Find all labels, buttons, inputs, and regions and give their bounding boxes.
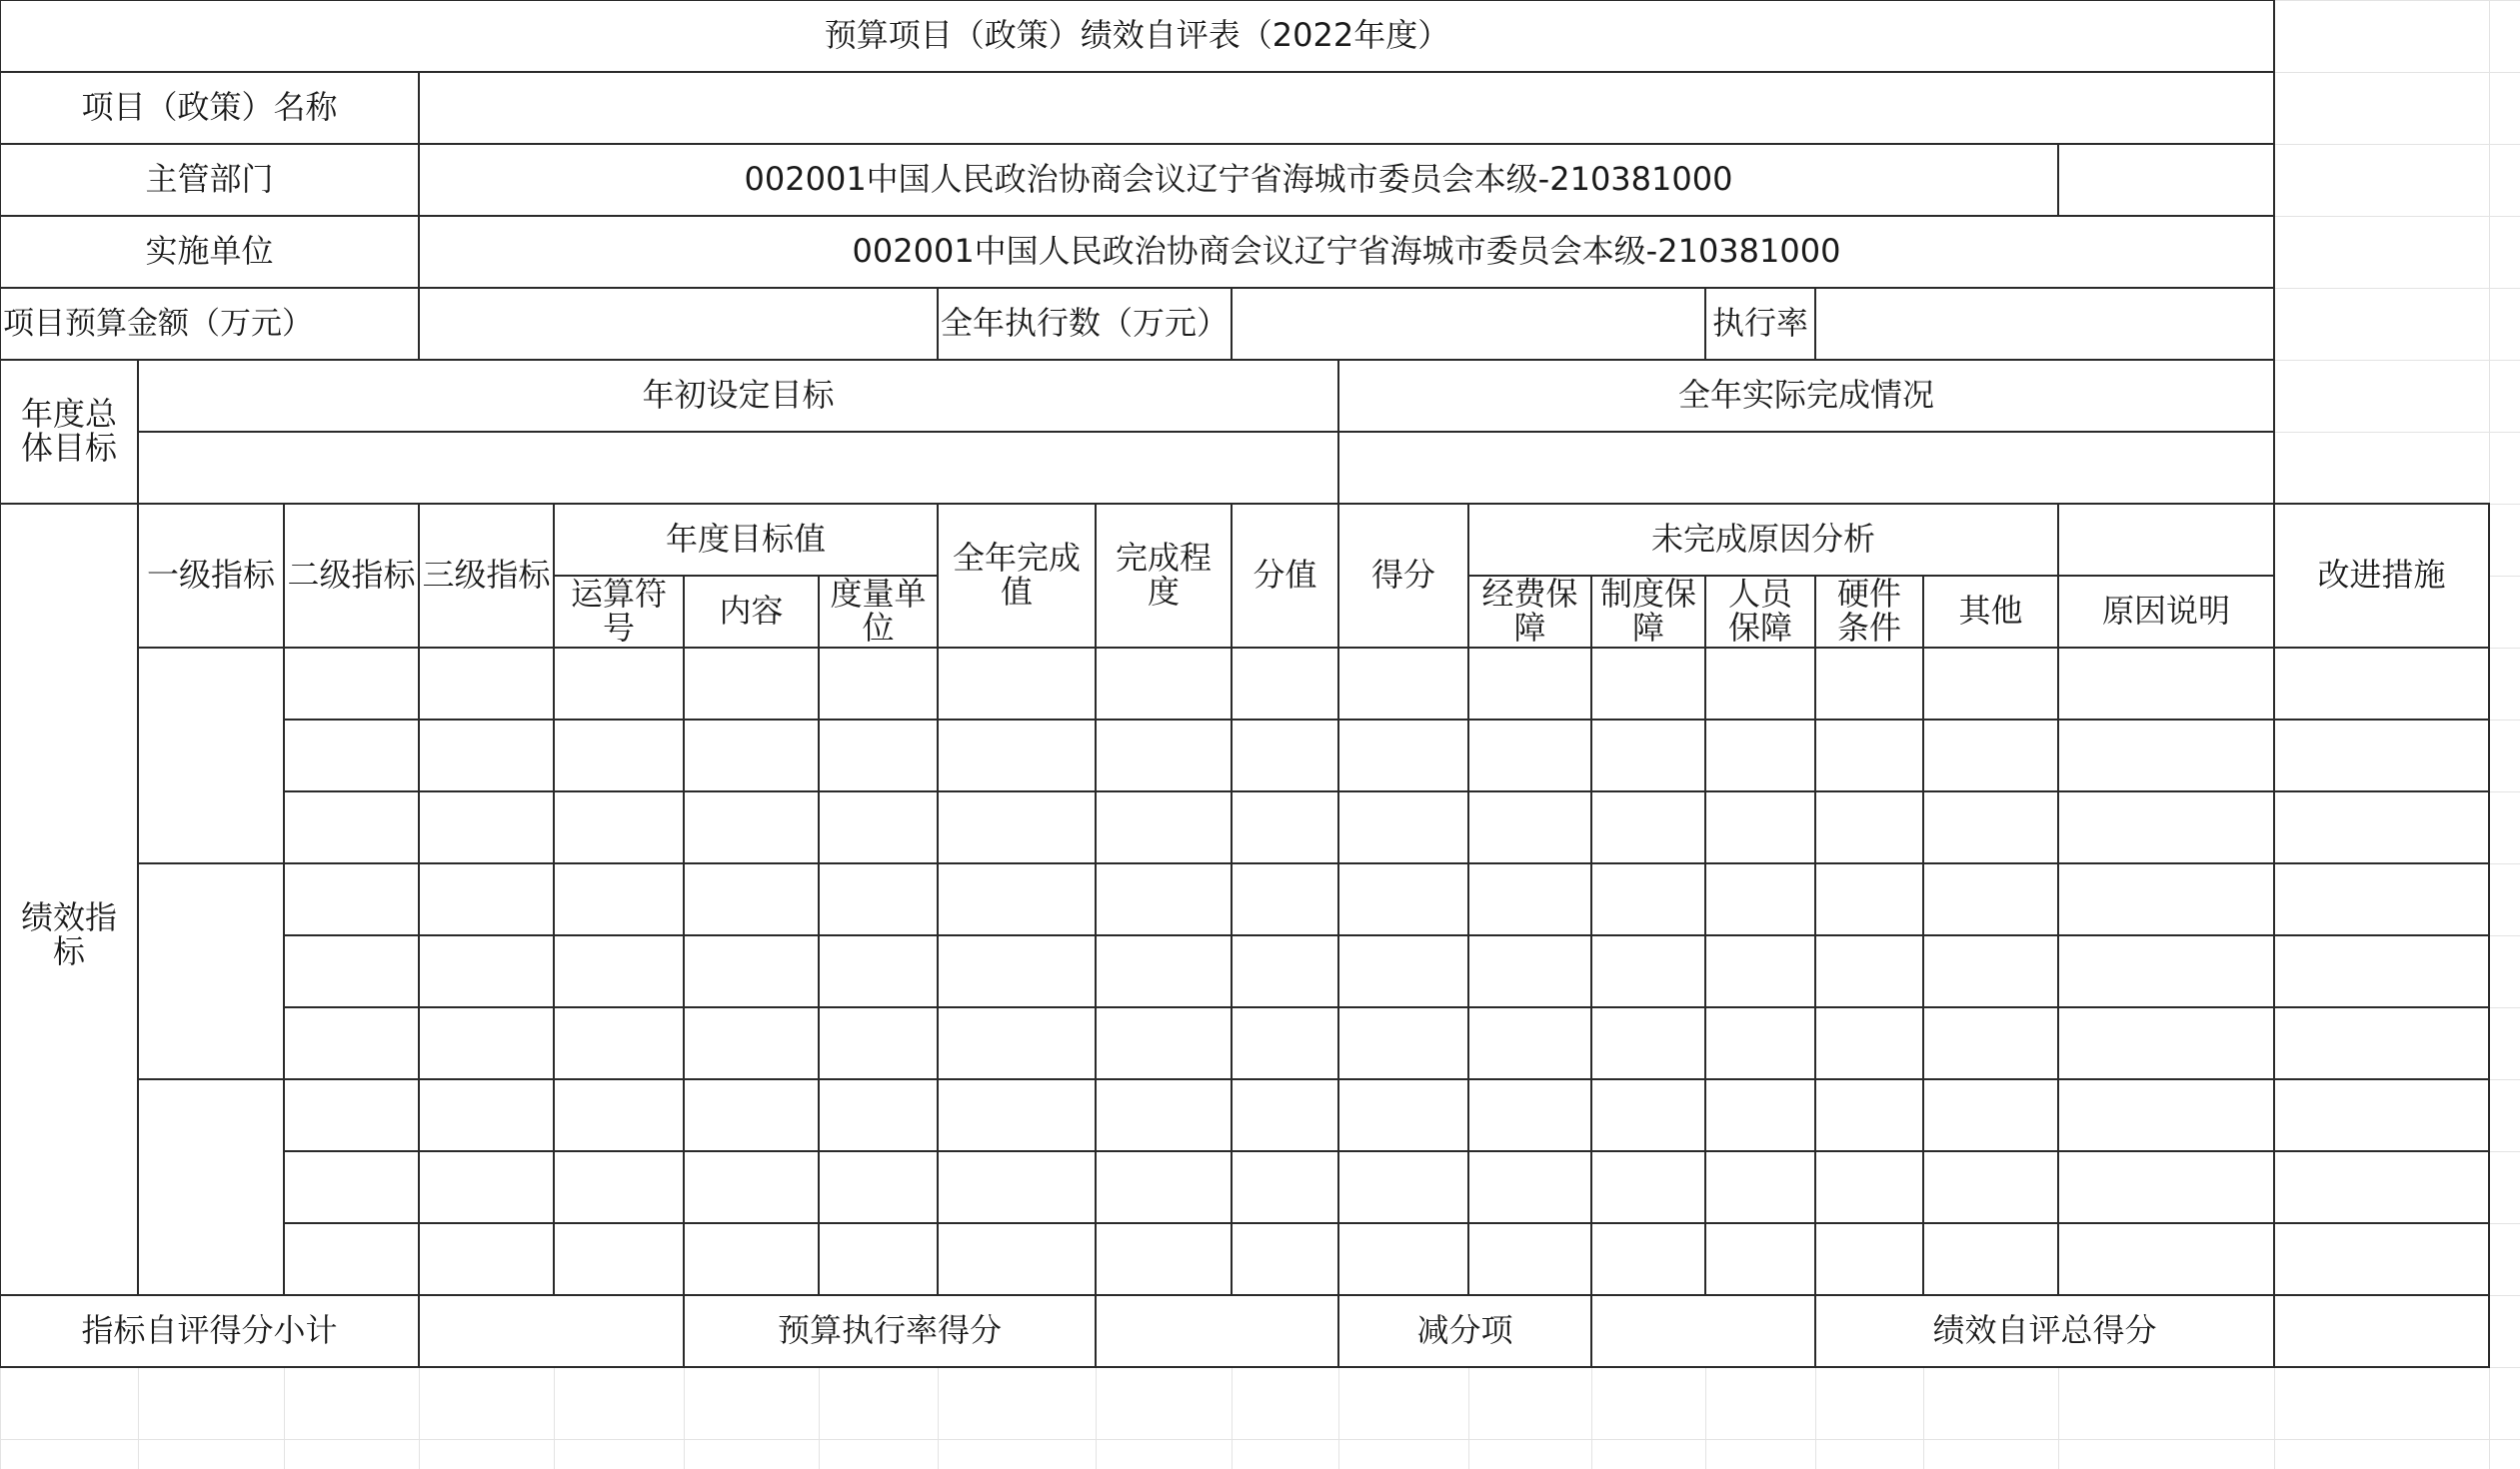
content-header-text: 内容 [719,592,784,631]
subtotal-value[interactable] [418,1294,685,1368]
indicator-cell[interactable] [283,1078,420,1152]
perf-indicators-label-text: 绩效指标 [20,898,117,970]
indicator-cell[interactable] [1590,862,1706,936]
operator-header-text: 运算符号 [570,575,667,647]
project-name-label [0,71,420,145]
indicator-cell[interactable] [1590,934,1706,1008]
indicator-cell[interactable] [1704,790,1816,864]
level1-group-cell[interactable] [137,647,285,864]
indicator-cell[interactable] [1922,790,2059,864]
indicator-cell[interactable] [1590,1222,1706,1296]
indicator-cell[interactable] [283,1006,420,1080]
exec-rate-label-text: 执行率 [1711,304,1808,343]
indicator-cell[interactable] [1095,1222,1233,1296]
indicator-cell[interactable] [818,1006,939,1080]
indicator-cell[interactable] [1231,1006,1339,1080]
indicator-cell[interactable] [1704,647,1816,721]
subtotal-label-text: 指标自评得分小计 [81,1311,338,1350]
indicator-cell[interactable] [818,790,939,864]
indicator-cell[interactable] [937,647,1097,721]
indicator-cell[interactable] [1467,1150,1592,1224]
total-value[interactable] [2273,1294,2490,1368]
indicator-cell[interactable] [1337,1078,1469,1152]
indicator-cell[interactable] [1704,862,1816,936]
initial-goal-header [137,359,1339,433]
budget-value[interactable] [418,287,939,361]
actual-done-header-text: 全年实际完成情况 [1677,376,1934,415]
indicator-cell[interactable] [283,790,420,864]
perf-indicators-label [0,503,139,1368]
indicator-cell[interactable] [1337,862,1469,936]
indicator-cell[interactable] [1814,1078,1924,1152]
score-header-text: 得分 [1370,556,1435,595]
level1-group-cell[interactable] [137,1078,285,1296]
indicator-cell[interactable] [2273,1006,2490,1080]
sheet-title [0,0,2275,73]
indicator-cell[interactable] [2057,1078,2275,1152]
indicator-cell[interactable] [2273,790,2490,864]
level2-header-text: 二级指标 [287,556,416,595]
indicator-cell[interactable] [1095,790,1233,864]
indicator-cell[interactable] [1922,1006,2059,1080]
impl-unit-value[interactable] [418,215,2275,289]
dept-value[interactable] [418,143,2059,217]
indicator-cell[interactable] [683,1078,820,1152]
indicator-cell[interactable] [2273,719,2490,792]
indicator-cell[interactable] [418,1222,555,1296]
total-label [1814,1294,2275,1368]
deduction-value[interactable] [1590,1294,1816,1368]
dept-label-text: 主管部门 [145,160,274,199]
indicator-cell[interactable] [1467,1222,1592,1296]
indicator-cell[interactable] [937,862,1097,936]
indicator-cell[interactable] [418,647,555,721]
budget-score-label-text: 预算执行率得分 [777,1311,1002,1350]
indicator-cell[interactable] [2057,1006,2275,1080]
indicator-cell[interactable] [1922,719,2059,792]
indicator-cell[interactable] [1337,1222,1469,1296]
other-header-text: 其他 [1958,592,2023,631]
indicator-cell[interactable] [1467,934,1592,1008]
indicator-cell[interactable] [2057,647,2275,721]
indicator-cell[interactable] [1704,1222,1816,1296]
indicator-cell[interactable] [1231,1222,1339,1296]
deduction-label [1337,1294,1592,1368]
initial-goal-header-text: 年初设定目标 [642,376,835,415]
indicator-cell[interactable] [1231,1078,1339,1152]
indicator-cell[interactable] [1467,1006,1592,1080]
indicator-cell[interactable] [418,1150,555,1224]
indicator-cell[interactable] [553,1078,685,1152]
indicator-cell[interactable] [1590,1078,1706,1152]
indicator-cell[interactable] [1590,1150,1706,1224]
actual-done-value[interactable] [1337,431,2275,505]
indicator-cell[interactable] [1467,1078,1592,1152]
indicator-cell[interactable] [1922,1222,2059,1296]
dept-value-text: 002001中国人民政治协商会议辽宁省海城市委员会本级-210381000 [744,160,1733,199]
indicator-cell[interactable] [683,1006,820,1080]
indicator-cell[interactable] [1922,862,2059,936]
indicator-cell[interactable] [1095,862,1233,936]
indicator-cell[interactable] [2057,1222,2275,1296]
indicator-cell[interactable] [1704,1150,1816,1224]
indicator-cell[interactable] [2057,790,2275,864]
funding-header-text: 经费保障 [1481,575,1578,647]
level3-header-text: 三级指标 [422,556,551,595]
indicator-cell[interactable] [1590,1006,1706,1080]
annual-complete-header-text: 全年完成值 [952,539,1081,611]
indicator-cell[interactable] [937,1150,1097,1224]
indicator-cell[interactable] [1231,934,1339,1008]
operator-header [553,575,685,649]
indicator-cell[interactable] [1922,1078,2059,1152]
indicator-cell[interactable] [2057,719,2275,792]
annual-exec-value[interactable] [1231,287,1706,361]
indicator-cell[interactable] [553,1006,685,1080]
indicator-cell[interactable] [2273,862,2490,936]
completion-degree-header [1095,503,1233,649]
budget-label-text: 项目预算金额（万元） [3,305,313,342]
indicator-cell[interactable] [283,647,420,721]
indicator-cell[interactable] [1095,1006,1233,1080]
indicator-cell[interactable] [1337,719,1469,792]
target-value-header-text: 年度目标值 [665,520,826,559]
indicator-cell[interactable] [1231,790,1339,864]
budget-score-value[interactable] [1095,1294,1339,1368]
indicator-cell[interactable] [1814,1006,1924,1080]
impl-unit-label [0,215,420,289]
indicator-cell[interactable] [1704,934,1816,1008]
improve-header-text: 改进措施 [2317,556,2446,595]
indicator-cell[interactable] [1231,647,1339,721]
system-header [1590,575,1706,649]
indicator-cell[interactable] [1337,647,1469,721]
indicator-cell[interactable] [818,719,939,792]
funding-header [1467,575,1592,649]
indicator-cell[interactable] [1814,1222,1924,1296]
indicator-cell[interactable] [283,934,420,1008]
indicator-cell[interactable] [818,862,939,936]
indicator-cell[interactable] [1922,1150,2059,1224]
completion-degree-header-text: 完成程度 [1115,539,1212,611]
indicator-cell[interactable] [1814,862,1924,936]
annual-goal-label-text: 年度总体目标 [20,395,117,467]
deduction-label-text: 减分项 [1416,1311,1513,1350]
indicator-cell[interactable] [418,719,555,792]
reason-analysis-header [1467,503,2059,577]
indicator-cell[interactable] [2057,862,2275,936]
target-value-header [553,503,939,577]
level1-group-cell[interactable] [137,862,285,1080]
indicator-cell[interactable] [1814,790,1924,864]
system-header-text: 制度保障 [1599,575,1696,647]
indicator-cell[interactable] [553,790,685,864]
score-value-header-text: 分值 [1253,556,1317,595]
indicator-cell[interactable] [1095,1078,1233,1152]
indicator-cell[interactable] [818,934,939,1008]
indicator-cell[interactable] [818,1222,939,1296]
indicator-cell[interactable] [683,647,820,721]
indicator-cell[interactable] [683,934,820,1008]
indicator-cell[interactable] [1590,719,1706,792]
indicator-cell[interactable] [1704,1078,1816,1152]
indicator-cell[interactable] [683,862,820,936]
indicator-cell[interactable] [1467,719,1592,792]
reason-desc-header [2057,575,2275,649]
indicator-cell[interactable] [553,862,685,936]
indicator-cell[interactable] [1814,647,1924,721]
indicator-cell[interactable] [1337,1150,1469,1224]
indicator-cell[interactable] [283,1150,420,1224]
annual-exec-label-text: 全年执行数（万元） [941,304,1230,343]
total-label-text: 绩效自评总得分 [1932,1311,2157,1350]
indicator-cell[interactable] [1467,647,1592,721]
indicator-cell[interactable] [1922,934,2059,1008]
project-name-value[interactable] [418,71,2275,145]
indicator-cell[interactable] [283,719,420,792]
indicator-cell[interactable] [418,1006,555,1080]
initial-goal-value[interactable] [137,431,1339,505]
level2-header [283,503,420,649]
indicator-cell[interactable] [283,1222,420,1296]
indicator-cell[interactable] [937,1222,1097,1296]
indicator-cell[interactable] [553,647,685,721]
indicator-cell[interactable] [1095,647,1233,721]
reason-desc-header-text: 原因说明 [2101,592,2230,631]
indicator-cell[interactable] [1922,647,2059,721]
indicator-cell[interactable] [818,1078,939,1152]
improve-header [2273,503,2490,649]
indicator-cell[interactable] [2057,1150,2275,1224]
indicator-cell[interactable] [1337,1006,1469,1080]
indicator-cell[interactable] [937,1078,1097,1152]
indicator-cell[interactable] [1231,719,1339,792]
indicator-cell[interactable] [553,934,685,1008]
indicator-cell[interactable] [1814,719,1924,792]
indicator-cell[interactable] [1095,1150,1233,1224]
indicator-cell[interactable] [683,1150,820,1224]
indicator-cell[interactable] [553,1150,685,1224]
indicator-cell[interactable] [1095,934,1233,1008]
indicator-cell[interactable] [818,647,939,721]
score-header [1337,503,1469,649]
indicator-cell[interactable] [1467,862,1592,936]
indicator-cell[interactable] [1704,719,1816,792]
indicator-cell[interactable] [937,719,1097,792]
indicator-cell[interactable] [283,862,420,936]
indicator-cell[interactable] [683,1222,820,1296]
indicator-cell[interactable] [1231,1150,1339,1224]
unit-header-text: 度量单位 [830,575,927,647]
impl-unit-label-text: 实施单位 [145,232,274,271]
personnel-header-text: 人员保障 [1727,575,1792,647]
budget-score-label [683,1294,1097,1368]
score-value-header [1231,503,1339,649]
budget-label [0,287,420,361]
indicator-cell[interactable] [1590,647,1706,721]
indicator-cell[interactable] [937,934,1097,1008]
indicator-cell[interactable] [1704,1006,1816,1080]
indicator-cell[interactable] [2273,1222,2490,1296]
indicator-cell[interactable] [418,790,555,864]
indicator-cell[interactable] [1337,934,1469,1008]
indicator-cell[interactable] [2273,1078,2490,1152]
other-header [1922,575,2059,649]
level1-header [137,503,285,649]
indicator-cell[interactable] [1231,862,1339,936]
indicator-cell[interactable] [1814,934,1924,1008]
indicator-cell[interactable] [553,719,685,792]
unit-header [818,575,939,649]
personnel-header [1704,575,1816,649]
indicator-cell[interactable] [553,1222,685,1296]
hardware-header [1814,575,1924,649]
annual-goal-label [0,359,139,505]
level1-header-text: 一级指标 [146,556,275,595]
indicator-cell[interactable] [2273,1150,2490,1224]
indicator-cell[interactable] [418,862,555,936]
indicator-cell[interactable] [1590,790,1706,864]
actual-done-header [1337,359,2275,433]
dept-extra[interactable] [2057,143,2275,217]
level3-header [418,503,555,649]
gridline [0,1439,2520,1440]
indicator-cell[interactable] [1467,790,1592,864]
reason-analysis-header-text: 未完成原因分析 [1650,520,1875,559]
indicator-cell[interactable] [2057,934,2275,1008]
indicator-cell[interactable] [418,934,555,1008]
annual-exec-label [937,287,1233,361]
hardware-header-text: 硬件条件 [1836,575,1901,647]
indicator-cell[interactable] [418,1078,555,1152]
annual-complete-header [937,503,1097,649]
indicator-cell[interactable] [683,790,820,864]
sheet-title-text: 预算项目（政策）绩效自评表（2022年度） [824,16,1450,55]
indicator-cell[interactable] [1814,1150,1924,1224]
indicator-cell[interactable] [2273,934,2490,1008]
indicator-cell[interactable] [937,790,1097,864]
exec-rate-value[interactable] [1814,287,2275,361]
indicator-cell[interactable] [818,1150,939,1224]
subtotal-label [0,1294,420,1368]
indicator-cell[interactable] [937,1006,1097,1080]
content-header [683,575,820,649]
dept-label [0,143,420,217]
indicator-cell[interactable] [2273,647,2490,721]
impl-unit-value-text: 002001中国人民政治协商会议辽宁省海城市委员会本级-210381000 [852,232,1841,271]
indicator-cell[interactable] [1095,719,1233,792]
indicator-cell[interactable] [1337,790,1469,864]
exec-rate-label [1704,287,1816,361]
indicator-cell[interactable] [683,719,820,792]
project-name-label-text: 项目（政策）名称 [81,88,338,127]
